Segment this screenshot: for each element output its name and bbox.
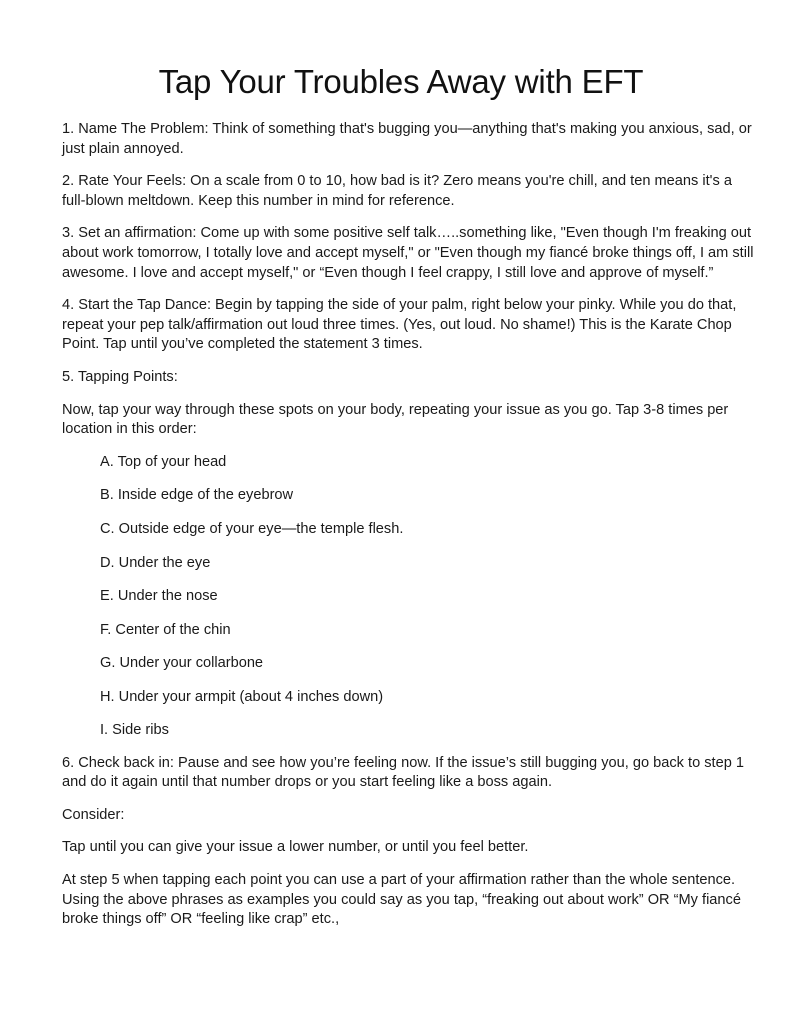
tapping-point-side-of-eye: C. Outside edge of your eye—the temple flesh. [100,520,404,537]
step-2-rate-your-feels: 2. Rate Your Feels: On a scale from 0 to 10, how bad is it? Zero means you're chill, and ten means it's a full-blown meltdown. Keep this number in mind for reference. [62,173,732,209]
step-5-tapping-points: 5. Tapping Points: [62,368,178,385]
tapping-point-chin: F. Center of the chin [100,621,231,638]
tapping-intro: Now, tap your way through these spots on your body, repeating your issue as you go. Tap 3-8 times per location in this order: [62,401,729,438]
step-4-start-the-tap-dance: 4. Start the Tap Dance: Begin by tapping the side of your palm, right below your pinky. While you do that, repeat your pep talk/affirmation out loud three times. (Yes, out loud. No shame!) This is the Karate Chop Point. Tap until you’ve completed the statement 3 times. [62,297,737,353]
tapping-point-eyebrow: B. Inside edge of the eyebrow [100,487,294,504]
tapping-point-top-of-head: A. Top of your head [100,453,227,470]
step-3-set-an-affirmation: 3. Set an affirmation: Come up with some positive self talk…..something like, "Even though I'm freaking out about work tomorrow, I totally love and accept myself," or "Even though my fiancé broke things off, I am still awesome. I love and accept myself," or “Even though I feel crappy, I still love and approve of myself.” [62,225,754,281]
tapping-points-list [62,453,756,741]
consider-heading: Consider: [62,806,125,823]
step-1-name-the-problem: 1. Name The Problem: Think of something that's bugging you—anything that's making you anxious, sad, or just plain annoyed. [62,121,752,157]
tapping-point-under-nose: E. Under the nose [100,588,218,605]
tapping-point-armpit: H. Under your armpit (about 4 inches down) [100,688,384,705]
tapping-point-under-eye: D. Under the eye [100,554,211,571]
consider-partial-affirmation: At step 5 when tapping each point you can use a part of your affirmation rather than the whole sentence. Using the above phrases as examples you could say as you tap, “freaking out about work” OR “My fiancé broke things off” OR “feeling like crap” etc., [62,872,741,928]
document-title: Tap Your Troubles Away with EFT [158,63,644,100]
step-6-check-back-in: 6. Check back in: Pause and see how you’re feeling now. If the issue’s still bugging you, go back to step 1 and do it again until that number drops or you start feeling like a boss again. [62,754,745,791]
tapping-point-side-ribs: I. Side ribs [100,722,169,739]
consider-lower-number: Tap until you can give your issue a lower number, or until you feel better. [62,839,529,856]
tapping-point-collarbone: G. Under your collarbone [100,655,264,672]
